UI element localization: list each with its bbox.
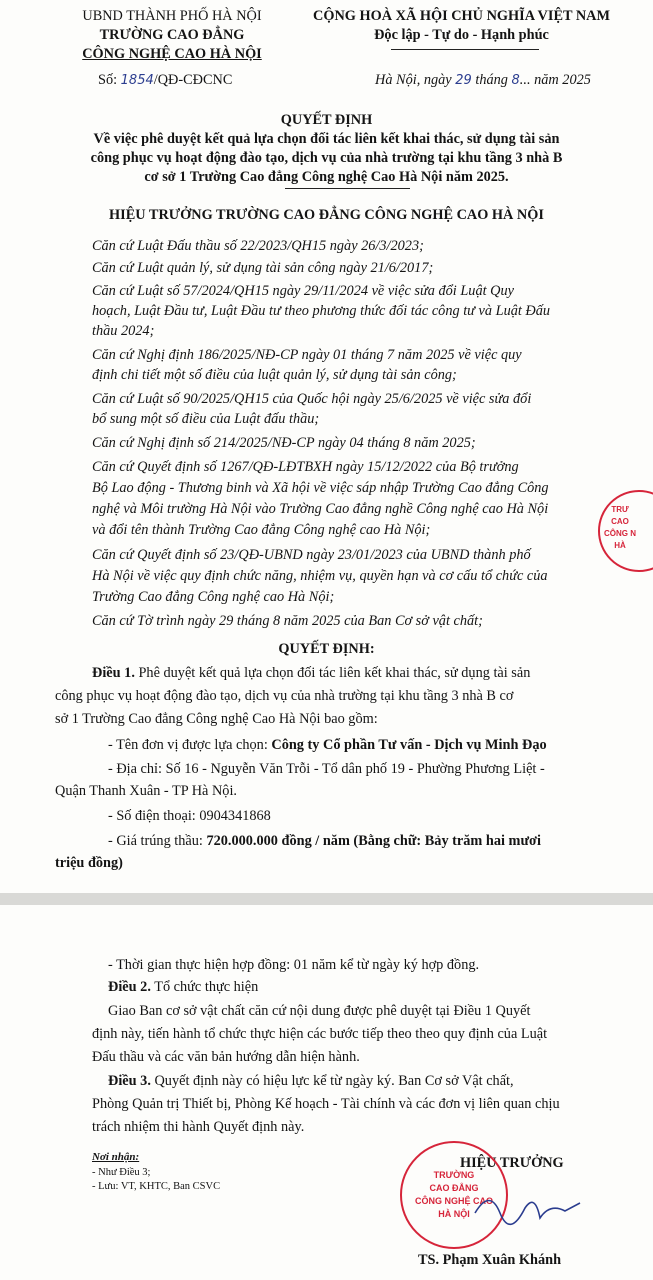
phone-number: - Số điện thoại: 0904341868 — [108, 808, 271, 824]
authority-heading: HIỆU TRƯỞNG TRƯỜNG CAO ĐẲNG CÔNG NGHỆ CAO HÀ NỘI — [109, 207, 544, 223]
signer-name: TS. Phạm Xuân Khánh — [418, 1252, 562, 1268]
recipient-line-1: - Như Điều 3; — [92, 1167, 151, 1178]
handwritten-day: 29 — [455, 73, 472, 88]
recipients-label: Nơi nhận: — [92, 1151, 140, 1163]
basis-8-line-3: Trường Cao đẳng Công nghệ cao Hà Nội; — [92, 589, 335, 605]
basis-7-line-2: Bộ Lao động - Thương binh và Xã hội về việc sáp nhập Trường Cao đẳng Công — [92, 480, 549, 496]
document-number — [98, 72, 232, 89]
selected-unit-name: Công ty Cổ phần Tư vấn - Dịch vụ Minh Đạo — [271, 737, 547, 753]
basis-3-line-1: Căn cứ Luật số 57/2024/QH15 ngày 29/11/2024 về việc sửa đổi Luật Quy — [92, 283, 514, 299]
nation-line-2: Độc lập - Tự do - Hạnh phúc — [374, 27, 549, 43]
contract-duration: - Thời gian thực hiện hợp đồng: 01 năm kể từ ngày ký hợp đồng. — [108, 957, 480, 973]
selected-unit: - Tên đơn vị được lựa chọn: Công ty Cổ phần Tư vấn - Dịch vụ Minh Đạo — [108, 737, 547, 753]
basis-5-line-1: Căn cứ Luật số 90/2025/QH15 của Quốc hội ngày 25/6/2025 về việc sửa đổi — [92, 391, 532, 407]
basis-1: Căn cứ Luật Đấu thầu số 22/2023/QH15 ngày 26/3/2023; — [92, 238, 424, 254]
article-3-line-3: trách nhiệm thi hành Quyết định này. — [92, 1119, 305, 1135]
basis-7-line-1: Căn cứ Quyết định số 1267/QĐ-LĐTBXH ngày 15/12/2022 của Bộ trưởng — [92, 459, 519, 475]
title-sub-1: Về việc phê duyệt kết quả lựa chọn đối tác liên kết khai thác, sử dụng tài sản — [93, 131, 560, 147]
page-gap — [0, 893, 653, 905]
basis-4-line-1: Căn cứ Nghị định 186/2025/NĐ-CP ngày 01 tháng 7 năm 2025 về việc quy — [92, 347, 522, 363]
article-1-line-2: công phục vụ hoạt động đào tạo, dịch vụ của nhà trường tại khu tầng 3 nhà B cơ — [55, 688, 514, 704]
article-2-line-1: Giao Ban cơ sở vật chất căn cứ nội dung được phê duyệt tại Điều 1 Quyết — [108, 1003, 531, 1019]
winning-price-value: 720.000.000 đồng / năm (Bằng chữ: Bảy trăm hai mươi — [206, 833, 541, 849]
org-line-2: TRƯỜNG CAO ĐẲNG — [99, 27, 245, 43]
basis-8-line-2: Hà Nội về việc quy định chức năng, nhiệm vụ, quyền hạn và cơ cấu tổ chức của — [92, 568, 548, 584]
basis-2: Căn cứ Luật quản lý, sử dụng tài sản công ngày 21/6/2017; — [92, 260, 434, 276]
handwritten-signature — [470, 1183, 590, 1233]
address-line-2: Quận Thanh Xuân - TP Hà Nội. — [55, 783, 237, 799]
winning-price: - Giá trúng thầu: 720.000.000 đồng / năm (Bằng chữ: Bảy trăm hai mươi — [108, 833, 541, 849]
org-line-3: CÔNG NGHỆ CAO HÀ NỘI — [82, 46, 262, 62]
handwritten-number: 1854 — [120, 73, 154, 88]
article-2-heading: Điều 2. Tổ chức thực hiện — [108, 979, 259, 995]
basis-3-line-2: hoạch, Luật Đầu tư, Luật Đầu tư theo phương thức đối tác công tư và Luật Đấu — [92, 303, 551, 319]
title-sub-2: công phục vụ hoạt động đào tạo, dịch vụ của nhà trường tại khu tầng 3 nhà B — [90, 150, 563, 166]
article-3-label: Điều 3. — [108, 1073, 151, 1089]
decision-heading: QUYẾT ĐỊNH: — [278, 641, 375, 657]
basis-8-line-1: Căn cứ Quyết định số 23/QĐ-UBND ngày 23/01/2023 của UBND thành phố — [92, 547, 531, 563]
article-2-line-2: định này, tiến hành tổ chức thực hiện các bước tiếp theo theo quy định của Luật — [92, 1026, 548, 1042]
date-prefix: Hà Nội, ngày — [375, 72, 452, 88]
title-underline — [285, 188, 410, 189]
article-2-line-3: Đấu thầu và các văn bản hướng dẫn hiện hành. — [92, 1049, 360, 1065]
basis-3-line-3: thầu 2024; — [92, 323, 155, 339]
article-3-line-1: Điều 3. Quyết định này có hiệu lực kể từ ngày ký. Ban Cơ sở Vật chất, — [108, 1073, 514, 1089]
basis-5-line-2: bổ sung một số điều của Luật đấu thầu; — [92, 411, 320, 427]
basis-9: Căn cứ Tờ trình ngày 29 tháng 8 năm 2025 của Ban Cơ sở vật chất; — [92, 613, 483, 629]
official-stamp: TRƯỜNG CAO ĐẲNG CÔNG NGHỆ CAO HÀ NỘI — [400, 1141, 508, 1249]
title-main: QUYẾT ĐỊNH — [280, 112, 373, 128]
basis-7-line-4: và đổi tên thành Trường Cao đẳng Công nghệ cao Hà Nội; — [92, 522, 431, 538]
nation-underline — [391, 49, 539, 50]
side-stamp: TRƯ CAO CÔNG N HÀ — [598, 490, 653, 572]
signer-position: HIỆU TRƯỞNG — [460, 1155, 564, 1171]
basis-4-line-2: định chi tiết một số điều của luật quản lý, sử dụng tài sản công; — [92, 367, 457, 383]
article-1-line-1: Điều 1. Phê duyệt kết quả lựa chọn đối tác liên kết khai thác, sử dụng tài sản — [92, 665, 531, 681]
basis-7-line-3: nghệ và Môi trường Hà Nội vào Trường Cao đẳng nghề Công nghệ cao Hà Nội — [92, 501, 549, 517]
winning-price-words: triệu đồng) — [55, 855, 123, 871]
handwritten-month: 8 — [511, 73, 520, 88]
article-3-line-2: Phòng Quản trị Thiết bị, Phòng Kế hoạch - Tài chính và các đơn vị liên quan chịu — [92, 1096, 560, 1112]
document-page-2 — [0, 905, 653, 1280]
title-sub-3: cơ sở 1 Trường Cao đẳng Công nghệ Cao Hà Nội năm 2025. — [144, 169, 509, 185]
article-1-label: Điều 1. — [92, 665, 135, 681]
number-suffix: /QĐ-CĐCNC — [153, 72, 233, 88]
date-suffix: ... năm 2025 — [519, 72, 591, 88]
basis-6: Căn cứ Nghị định số 214/2025/NĐ-CP ngày 04 tháng 8 năm 2025; — [92, 435, 476, 451]
number-prefix: Số: — [98, 72, 118, 88]
recipient-line-2: - Lưu: VT, KHTC, Ban CSVC — [92, 1181, 221, 1192]
document-date — [375, 72, 591, 89]
article-1-line-3: sở 1 Trường Cao đẳng Công nghệ Cao Hà Nội bao gồm: — [55, 711, 378, 727]
date-month-label: tháng — [475, 72, 508, 88]
address-line-1: - Địa chỉ: Số 16 - Nguyễn Văn Trỗi - Tổ dân phố 19 - Phường Phương Liệt - — [108, 761, 545, 777]
nation-line-1: CỘNG HOÀ XÃ HỘI CHỦ NGHĨA VIỆT NAM — [313, 8, 610, 24]
article-2-label: Điều 2. — [108, 979, 151, 995]
org-line-1: UBND THÀNH PHỐ HÀ NỘI — [82, 8, 262, 24]
